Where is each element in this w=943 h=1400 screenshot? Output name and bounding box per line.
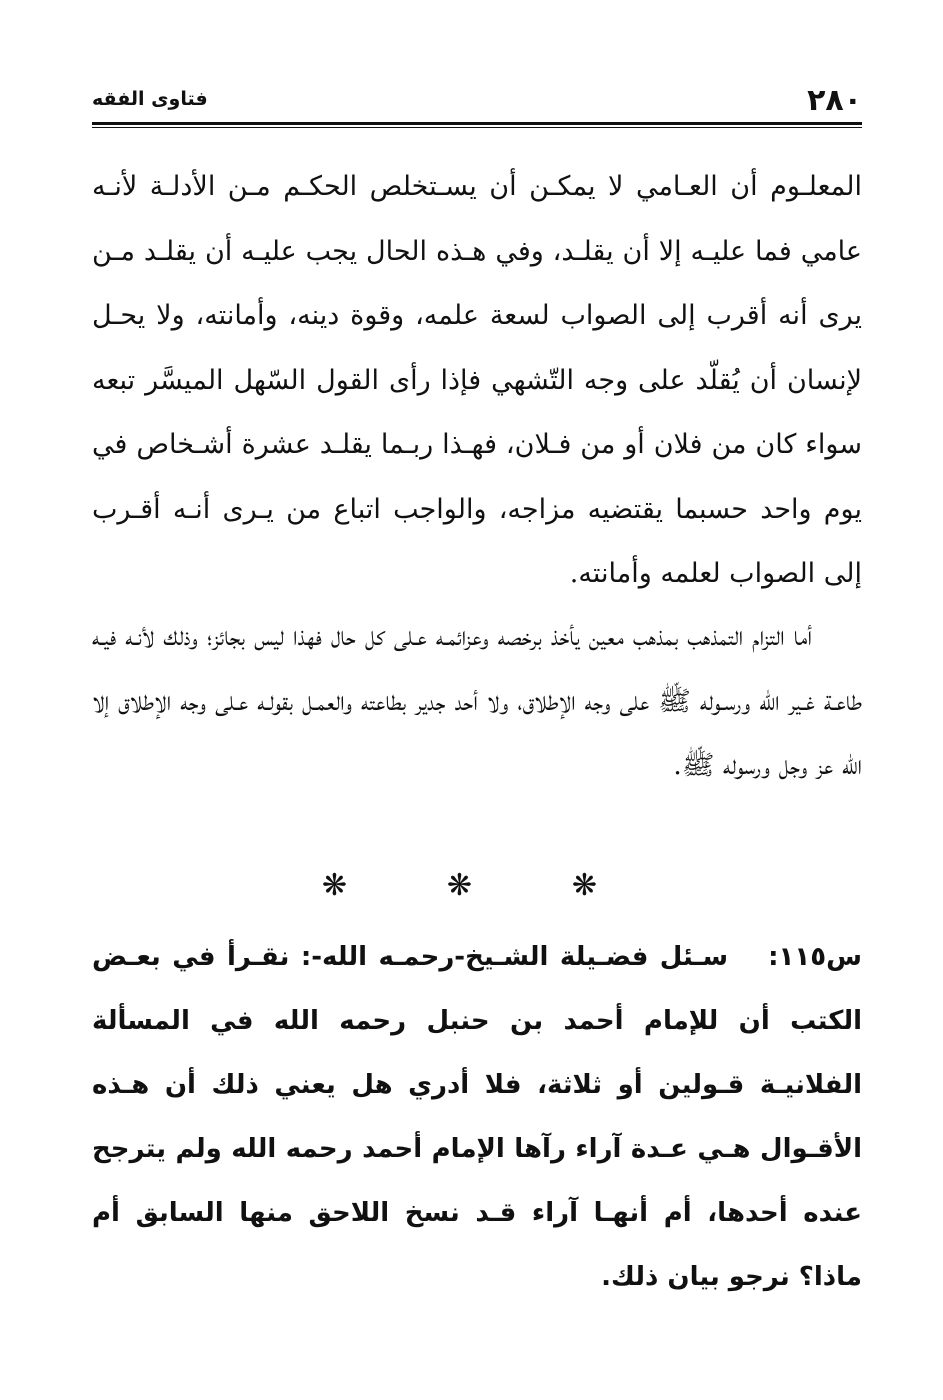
separator-star-icon: ❋ <box>321 868 347 903</box>
question-text: سـئل فضـيلة الشـيخ-رحمـه الله-: نقـرأ في بعـض الكتب أن للإمام أحمد بن حنبل رحمه الله في المسألة الفلانيـة قـولين أو ثلاثة، فلا أدري هل يعني ذلك أن هـذه الأقـوال هـي عـدة آراء رآها الإمام أحمد رحمه الله ولم يترجح عنده أحدها، أم أنهـا آراء قـد نسخ اللاحق منها السابق أم ماذا؟ نرجو بيان ذلك. <box>92 942 862 1292</box>
question-number: س١١٥: <box>768 942 862 972</box>
header-rule-thin <box>92 127 862 128</box>
question-block <box>92 925 862 1309</box>
paragraph-1: المعلـوم أن العـامي لا يمكـن أن يسـتخلص الحكـم مـن الأدلـة لأنـه عامي فما عليـه إلا أن يقلـد، وفي هـذه الحال يجب عليـه أن يقلـد مـن يرى أنه أقرب إلى الصواب لسعة علمه، وقوة دينه، وأمانته، ولا يحـل لإنسان أن يُقلّد على وجه التّشهي فإذا رأى القول السّهل الميسَّر تبعه سواء كان من فلان أو من فـلان، فهـذا ربـما يقلـد عشرة أشـخاص في يوم واحد حسبما يقتضيه مزاجه، والواجب اتباع من يـرى أنـه أقـرب إلى الصواب لعلمه وأمانته. <box>92 171 862 589</box>
separator-star-icon: ❋ <box>446 868 472 903</box>
section-separator <box>92 868 862 912</box>
page-number: ٢٨٠ <box>807 83 862 118</box>
paragraph-2: أما التزام التمذهب بمذهب معين يأخذ برخصه وعزائمـه عـلى كل حال فهذا ليس بجائز؛ وذلك لأنـه فيـه طاعـة غـير الله ورسـوله ﷺ على وجه الإطلاق، ولا أحد جدير بطاعته والعمـل بقولـه عـلى وجه الإطلاق إلا الله عز وجل ورسوله ﷺ. <box>92 621 862 781</box>
running-title: فتاوى الفقه <box>92 88 208 110</box>
page-header <box>92 82 862 122</box>
header-rule <box>92 122 862 125</box>
separator-star-icon: ❋ <box>571 868 597 903</box>
